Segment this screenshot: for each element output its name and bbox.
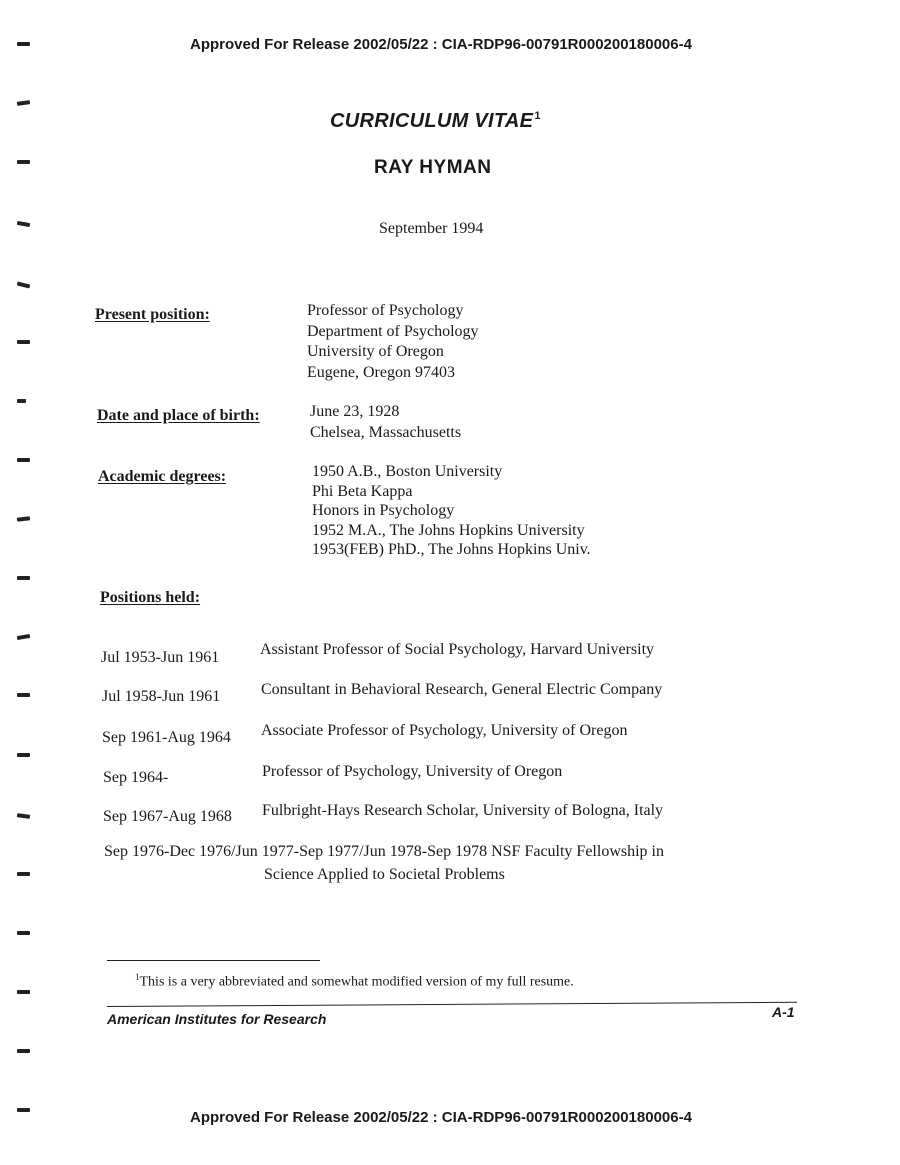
position-dates: Sep 1961-Aug 1964	[102, 729, 231, 746]
margin-mark	[17, 458, 30, 462]
present-position-line: Department of Psychology	[307, 322, 479, 340]
position-dates: Jul 1958-Jun 1961	[102, 688, 221, 705]
margin-mark	[17, 160, 30, 164]
birth-line: Chelsea, Massachusetts	[310, 423, 462, 441]
positions-label: Positions held:	[100, 589, 201, 606]
position-description: Fulbright-Hays Research Scholar, University of Bologna, Italy	[262, 802, 664, 819]
footnote-mark: 1	[135, 972, 140, 982]
margin-mark	[17, 872, 30, 876]
position-description: Consultant in Behavioral Research, General Electric Company	[261, 681, 663, 698]
margin-mark	[17, 990, 30, 994]
margin-mark	[17, 100, 30, 106]
footer-rule	[107, 1002, 797, 1007]
present-position-line: Eugene, Oregon 97403	[307, 363, 455, 381]
page-number: A-1	[772, 1004, 795, 1020]
margin-mark	[17, 693, 30, 697]
position-nsf-line1: Sep 1976-Dec 1976/Jun 1977-Sep 1977/Jun 1978-Sep 1978 NSF Faculty Fellowship in	[104, 843, 664, 860]
margin-mark	[17, 1108, 30, 1112]
position-description: Associate Professor of Psychology, University of Oregon	[261, 722, 628, 739]
margin-mark	[17, 221, 30, 227]
position-dates: Jul 1953-Jun 1961	[101, 649, 220, 666]
institute-name: American Institutes for Research	[107, 1011, 327, 1027]
document-title	[330, 110, 541, 133]
release-footer: Approved For Release 2002/05/22 : CIA-RDP96-00791R000200180006-4	[190, 1109, 692, 1126]
present-position-value	[307, 301, 479, 383]
position-dates: Sep 1967-Aug 1968	[103, 808, 232, 825]
document-date: September 1994	[379, 220, 484, 237]
margin-mark	[17, 516, 30, 521]
position-description: Assistant Professor of Social Psychology, Harvard University	[260, 641, 655, 658]
degree-line: Phi Beta Kappa	[312, 482, 413, 500]
margin-mark	[17, 634, 30, 640]
position-nsf-line2: Science Applied to Societal Problems	[264, 866, 505, 883]
footnote	[135, 972, 574, 991]
birth-label: Date and place of birth:	[97, 407, 260, 424]
title-footnote-mark: 1	[534, 110, 541, 123]
degree-line: 1950 A.B., Boston University	[312, 463, 503, 480]
margin-mark	[17, 281, 31, 288]
degree-line: 1953(FEB) PhD., The Johns Hopkins Univ.	[312, 541, 591, 558]
degree-line: 1952 M.A., The Johns Hopkins University	[312, 521, 585, 539]
footnote-rule	[107, 960, 320, 961]
margin-mark	[17, 1049, 30, 1053]
birth-line: June 23, 1928	[310, 403, 400, 420]
title-text: CURRICULUM VITAE	[330, 110, 534, 132]
position-description: Professor of Psychology, University of Oregon	[262, 763, 563, 780]
footnote-text: This is a very abbreviated and somewhat modified version of my full resume.	[139, 974, 574, 990]
degrees-label: Academic degrees:	[98, 468, 227, 485]
present-position-line: Professor of Psychology	[307, 302, 464, 319]
present-position-label: Present position:	[95, 306, 210, 323]
release-header: Approved For Release 2002/05/22 : CIA-RDP96-00791R000200180006-4	[190, 36, 692, 53]
margin-mark	[17, 813, 30, 819]
margin-mark	[17, 340, 30, 344]
margin-mark	[17, 576, 30, 580]
degrees-value	[312, 462, 591, 560]
position-dates: Sep 1964-	[103, 769, 169, 786]
person-name: RAY HYMAN	[374, 157, 492, 178]
degree-line: Honors in Psychology	[312, 502, 455, 519]
present-position-line: University of Oregon	[307, 343, 444, 360]
margin-mark	[17, 399, 26, 403]
margin-mark	[17, 753, 30, 757]
birth-value	[310, 402, 461, 443]
margin-mark	[17, 931, 30, 935]
margin-mark	[17, 42, 30, 46]
